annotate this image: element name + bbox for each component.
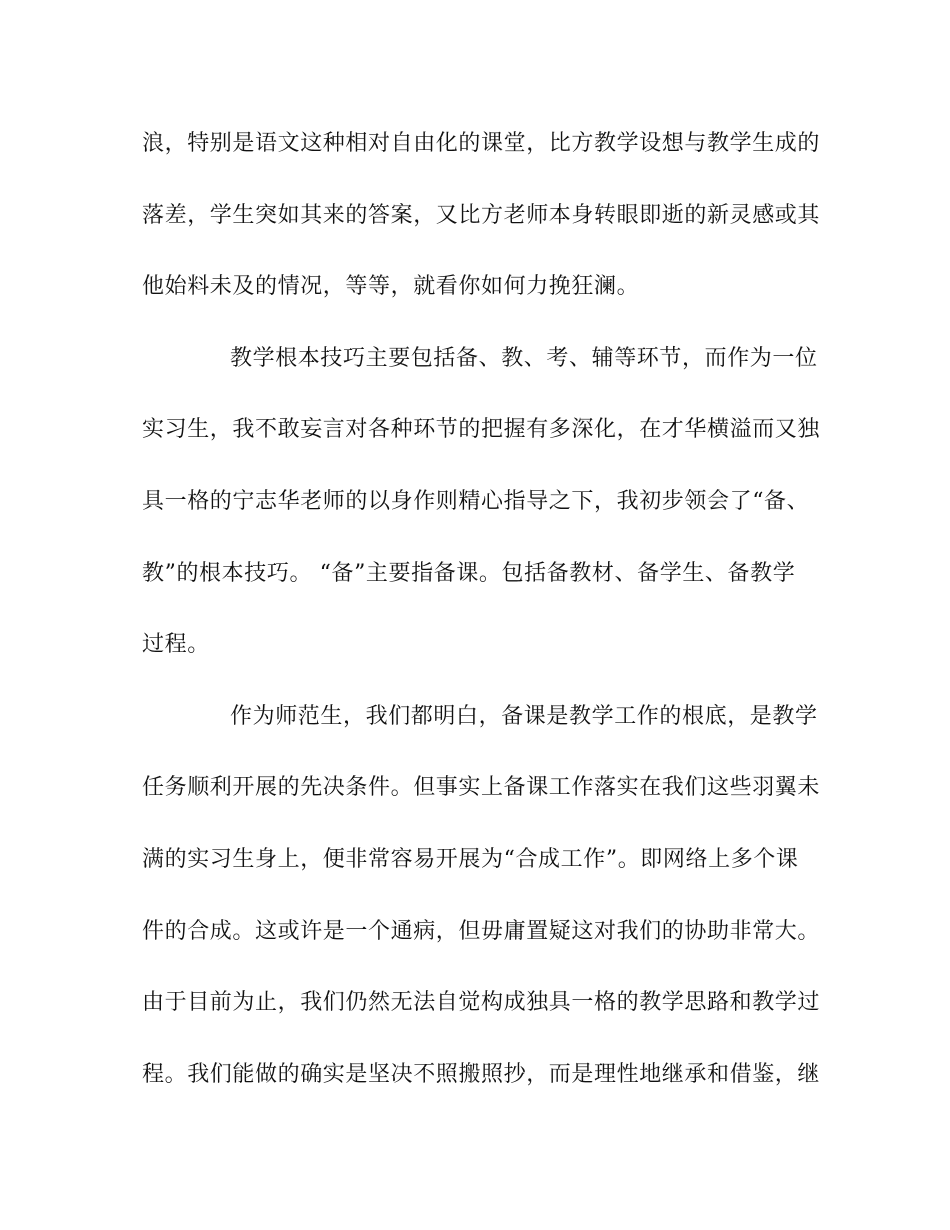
- text-line: 过程。: [142, 632, 210, 658]
- text-line: 实习生，我不敢妄言对各种环节的把握有多深化，在才华横溢而又独: [142, 417, 821, 443]
- text-line: 具一格的宁志华老师的以身作则精心指导之下，我初步领会了“备、: [142, 488, 810, 514]
- text-line: 落差，学生突如其来的答案，又比方老师本身转眼即逝的新灵感或其: [142, 202, 821, 228]
- text-line: 任务顺利开展的先决条件。但事实上备课工作落实在我们这些羽翼未: [142, 775, 821, 801]
- text-line: 浪，特别是语文这种相对自由化的课堂，比方教学设想与教学生成的: [142, 131, 821, 156]
- text-line: 件的合成。这或许是一个通病，但毋庸置疑这对我们的协助非常大。: [142, 918, 821, 944]
- text-line: 满的实习生身上，便非常容易开展为“合成工作”。即网络上多个课: [142, 846, 799, 872]
- text-line: 他始料未及的情况，等等，就看你如何力挽狂澜。: [142, 274, 640, 300]
- paragraph-first-line: 作为师范生，我们都明白，备课是教学工作的根底，是教学: [230, 703, 818, 729]
- paragraph-first-line: 教学根本技巧主要包括备、教、考、辅等环节，而作为一位: [230, 345, 818, 371]
- text-line: 教”的根本技巧。 “备”主要指备课。包括备教材、备学生、备教学: [142, 560, 796, 586]
- text-line: 程。我们能做的确实是坚决不照搬照抄，而是理性地继承和借鉴，继: [142, 1061, 821, 1087]
- text-line: 由于目前为止，我们仍然无法自觉构成独具一格的教学思路和教学过: [142, 990, 821, 1016]
- document-page: [142, 122, 821, 1124]
